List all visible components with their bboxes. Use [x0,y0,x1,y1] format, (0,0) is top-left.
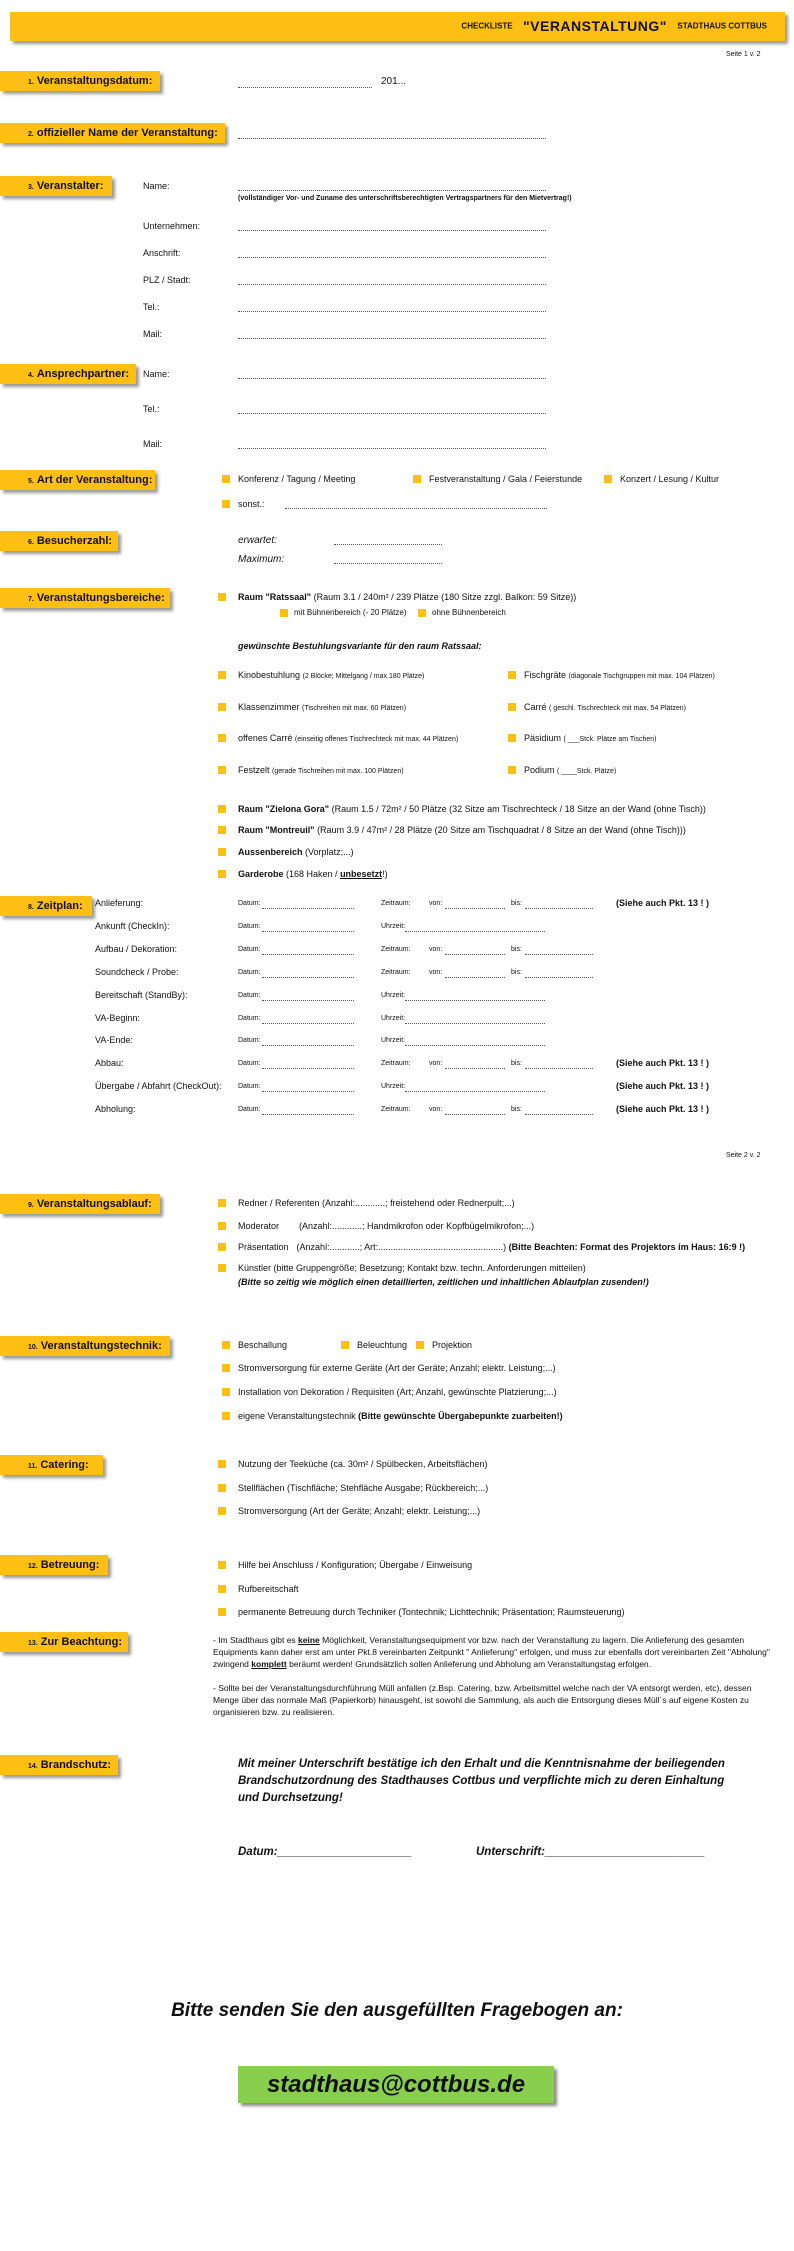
address-field[interactable] [238,256,546,258]
schedule-time-label: Uhrzeit: [381,992,406,999]
power-tech-option: Stromversorgung für externe Geräte (Art der Geräte; Anzahl; elektr. Leistung;...) [238,1363,556,1373]
moderator-option: Moderator (Anzahl:............; Handmikrofon oder Kopfbügelmikrofon;...) [238,1221,535,1231]
schedule-to-label: bis: [511,1060,522,1067]
checkbox-montreuil[interactable] [218,826,226,834]
schedule-period-label: Zeitraum: [381,946,411,953]
schedule-date-field[interactable] [262,999,354,1001]
section-4-label: 4. Ansprechpartner: [0,364,136,384]
checkbox-presentation[interactable] [218,1243,226,1251]
checkbox-stellflaechen[interactable] [218,1484,226,1492]
checkbox-presidium[interactable] [508,734,516,742]
section-7-label: 7. Veranstaltungsbereiche: [0,588,170,608]
section-13-label: 13. Zur Beachtung: [0,1632,128,1652]
schedule-period-label: Zeitraum: [381,900,411,907]
schedule-from-label: von: [429,969,443,976]
contact-tel-label: Tel.: [143,404,160,414]
schedule-row-label: Anlieferung: [95,898,144,908]
zip-city-label: PLZ / Stadt: [143,275,191,285]
schedule-date-label: Datum: [238,923,261,930]
maximum-label: Maximum: [238,554,285,565]
organizer-mail-field[interactable] [238,337,546,339]
expected-field[interactable] [334,543,442,545]
checkbox-conference[interactable] [222,475,230,483]
checkbox-carre[interactable] [508,703,516,711]
ratssaal-option: Raum "Ratssaal" (Raum 3.1 / 240m² / 239 Plätze (180 Sitze zzgl. Balkon: 59 Sitze)) [238,592,577,602]
zip-city-field[interactable] [238,283,546,285]
seating-presidium: Päsidium ( ___Stck. Plätze am Tischen) [524,733,657,743]
checkbox-on-call[interactable] [218,1585,226,1593]
organizer-tel-label: Tel.: [143,302,160,312]
seating-cinema: Kinobestuhlung (2 Blöcke; Mittelgang / max.180 Plätze) [238,670,425,680]
schedule-time-field[interactable] [405,1044,545,1046]
schedule-date-label: Datum: [238,1037,261,1044]
schedule-from-field[interactable] [445,1067,505,1069]
schedule-to-field[interactable] [525,953,593,955]
checkbox-catering-power[interactable] [218,1507,226,1515]
schedule-to-label: bis: [511,900,522,907]
schedule-time-field[interactable] [405,930,545,932]
schedule-to-field[interactable] [525,976,593,978]
stellflaechen-option: Stellflächen (Tischfläche; Stehfläche Ausgabe; Rückbereich;...) [238,1483,489,1493]
send-instruction: Bitte senden Sie den ausgefüllten Fragebogen an: [171,2000,623,2021]
catering-power-option: Stromversorgung (Art der Geräte; Anzahl; elektr. Leistung;...) [238,1506,481,1516]
email-link[interactable]: stadthaus@cottbus.de [238,2066,554,2103]
company-field[interactable] [238,229,546,231]
header-title: "VERANSTALTUNG" [523,17,667,34]
section-3-label: 3. Veranstalter: [0,176,112,196]
seating-festzelt: Festzelt (gerade Tischreihen mit max. 100 Plätzen) [238,765,404,775]
event-name-field[interactable] [238,137,546,139]
schedule-date-label: Datum: [238,969,261,976]
option-other: sonst.: [238,499,265,509]
room-montreuil: Raum "Montreuil" (Raum 3.9 / 47m² / 28 Plätze (20 Sitze am Tischquadrat / 8 Sitze an der Wand (ohne Tisch))) [238,825,686,835]
room-outdoor: Aussenbereich (Vorplatz;...) [238,847,354,857]
checkbox-other[interactable] [222,500,230,508]
schedule-date-field[interactable] [262,1113,354,1115]
checkbox-lighting[interactable] [341,1341,349,1349]
contact-name-label: Name: [143,369,170,379]
checkbox-own-tech[interactable] [222,1412,230,1420]
section-10-label: 10. Veranstaltungstechnik: [0,1336,170,1356]
checkbox-with-stage[interactable] [280,609,288,617]
notice-waste: - Sollte bei der Veranstaltungsdurchführung Müll anfallen (z.Bsp. Catering, bzw. Arbeitsmittel welche nach der VA entsorgt werden, etc), dessen Menge über das normale Maß (Papierkorb) hinausgeht, ist sowohl die Sammlung, als auch die Entsorgung dieses Müll´s auf eigene Kosten zu organisieren bzw. zu realisieren. [213,1683,752,1717]
schedule-see-note: (Siehe auch Pkt. 13 ! ) [616,1104,710,1114]
seating-title: gewünschte Bestuhlungsvariante für den raum Ratssaal: [238,641,482,651]
page-title [461,17,767,35]
room-cloakroom: Garderobe (168 Haken / unbesetzt!) [238,869,388,879]
checkbox-kitchen[interactable] [218,1460,226,1468]
schedule-row-label: Bereitschaft (StandBy): [95,990,188,1000]
checkbox-help[interactable] [218,1561,226,1569]
schedule-row-label: Aufbau / Dekoration: [95,944,178,954]
schedule-from-field[interactable] [445,976,505,978]
section-14-label: 14. Brandschutz: [0,1755,118,1775]
section-12-label: 12. Betreuung: [0,1555,108,1575]
schedule-row-label: Ankunft (CheckIn): [95,921,170,931]
section-8-label: 8. Zeitplan: [0,896,92,916]
checkbox-concert[interactable] [604,475,612,483]
section-11-label: 11. Catering: [0,1455,103,1475]
schedule-date-field[interactable] [262,976,354,978]
schedule-row-label: Soundcheck / Probe: [95,967,179,977]
other-type-field[interactable] [285,507,547,509]
seating-herringbone: Fischgräte (diagonale Tischgruppen mit max. 104 Plätzen) [524,670,715,680]
schedule-date-field[interactable] [262,1067,354,1069]
schedule-date-label: Datum: [238,900,261,907]
schedule-date-label: Datum: [238,1015,261,1022]
seating-carre: Carré ( geschl. Tischrechteck mit max. 54 Plätzen) [524,702,686,712]
schedule-time-label: Uhrzeit: [381,1015,406,1022]
schedule-see-note: (Siehe auch Pkt. 13 ! ) [616,1058,710,1068]
room-zielona-gora: Raum "Zielona Gora" (Raum 1.5 / 72m² / 50 Plätze (32 Sitze am Tischrechteck / 18 Sitze an der Wand (ohne Tisch)) [238,804,706,814]
schedule-row-label: Übergabe / Abfahrt (CheckOut): [95,1081,222,1091]
schedule-from-label: von: [429,946,443,953]
checkbox-speakers[interactable] [218,1199,226,1207]
page-number-2: Seite 2 v. 2 [726,1152,761,1159]
address-label: Anschrift: [143,248,181,258]
schedule-from-label: von: [429,900,443,907]
expected-label: erwartet: [238,535,277,546]
schedule-time-label: Uhrzeit: [381,1037,406,1044]
page-number-1: Seite 1 v. 2 [726,51,761,58]
checkbox-artists[interactable] [218,1264,226,1272]
organizer-mail-label: Mail: [143,329,163,339]
section-9-label: 9. Veranstaltungsablauf: [0,1194,160,1214]
option-conference: Konferenz / Tagung / Meeting [238,474,356,484]
checkbox-classroom[interactable] [218,703,226,711]
checkbox-open-carre[interactable] [218,734,226,742]
schedule-period-label: Zeitraum: [381,1060,411,1067]
schedule-date-field[interactable] [262,930,354,932]
seating-podium: Podium ( ____Stck. Plätze) [524,765,617,775]
section-5-label: 5. Art der Veranstaltung: [0,470,155,490]
contact-name-field[interactable] [238,377,546,379]
artists-option: Künstler (bitte Gruppengröße; Besetzung; Kontakt bzw. techn. Anforderungen mitteilen) [238,1263,586,1273]
schedule-from-field[interactable] [445,1113,505,1115]
schedule-date-field[interactable] [262,1090,354,1092]
decoration-option: Installation von Dekoration / Requisiten (Art; Anzahl, gewünschte Platzierung;...) [238,1387,557,1397]
schedule-to-field[interactable] [525,1113,593,1115]
schedule-date-label: Datum: [238,1060,261,1067]
own-tech-option: eigene Veranstaltungstechnik (Bitte gewünschte Übergabepunkte zuarbeiten!) [238,1411,563,1421]
checkbox-projection[interactable] [416,1341,424,1349]
checkbox-cloakroom[interactable] [218,870,226,878]
schedule-period-label: Zeitraum: [381,969,411,976]
help-option: Hilfe bei Anschluss / Konfiguration; Übergabe / Einweisung [238,1560,473,1570]
checkbox-ratssaal[interactable] [218,593,226,601]
schedule-to-label: bis: [511,969,522,976]
contact-tel-field[interactable] [238,412,546,414]
sound-option: Beschallung [238,1340,288,1350]
schedule-date-label: Datum: [238,946,261,953]
schedule-date-field[interactable] [262,907,354,909]
seating-open-carre: offenes Carré (einseitig offenes Tischrechteck mit max. 44 Plätzen) [238,733,459,743]
section-1-label: 1. Veranstaltungsdatum: [0,71,160,91]
signature-date[interactable]: Datum:_____________________ [238,1846,412,1858]
schedule-row-label: VA-Ende: [95,1035,133,1045]
signature-field[interactable]: Unterschrift:_________________________ [476,1846,705,1858]
schedule-date-label: Datum: [238,992,261,999]
speakers-option: Redner / Referenten (Anzahl:............; freistehend oder Rednerpult;...) [238,1198,515,1208]
schedule-row-label: Abholung: [95,1104,136,1114]
checkbox-herringbone[interactable] [508,671,516,679]
checkbox-without-stage[interactable] [418,609,426,617]
year-text: 201... [381,76,407,87]
header-suffix: STADTHAUS COTTBUS [677,21,767,31]
schedule-date-label: Datum: [238,1083,261,1090]
projection-option: Projektion [432,1340,473,1350]
schedule-to-label: bis: [511,946,522,953]
permanent-option: permanente Betreuung durch Techniker (Tontechnik; Lichttechnik; Präsentation; Raumsteuerung) [238,1607,625,1617]
maximum-field[interactable] [334,562,442,564]
organizer-name-note: (vollständiger Vor- und Zuname des unterschriftsberechtigten Vertragspartners für den Mietvertrag!) [238,195,572,202]
kitchen-option: Nutzung der Teeküche (ca. 30m² / Spülbecken, Arbeitsflächen) [238,1459,488,1469]
schedule-period-label: Zeitraum: [381,1106,411,1113]
schedule-date-field[interactable] [262,1044,354,1046]
contact-mail-field[interactable] [238,447,546,449]
date-field[interactable] [238,86,372,88]
schedule-row-label: Abbau: [95,1058,124,1068]
checkbox-moderator[interactable] [218,1222,226,1230]
checkbox-permanent[interactable] [218,1608,226,1616]
section-6-label: 6. Besucherzahl: [0,531,118,551]
schedule-row-label: VA-Beginn: [95,1013,140,1023]
schedule-see-note: (Siehe auch Pkt. 13 ! ) [616,1081,710,1091]
header-prefix: CHECKLISTE [461,21,513,31]
schedule-to-field[interactable] [525,1067,593,1069]
schedule-date-label: Datum: [238,1106,261,1113]
on-call-option: Rufbereitschaft [238,1584,299,1594]
organizer-name-field[interactable] [238,189,546,191]
artists-note: (Bitte so zeitig wie möglich einen detaillierten, zeitlichen und inhaltlichen Ablaufplan zusenden!) [238,1277,649,1287]
checkbox-sound[interactable] [222,1341,230,1349]
checkbox-outdoor[interactable] [218,848,226,856]
presentation-option: Präsentation (Anzahl:............; Art:..................................................) (Bitte Beachten: Format des Projektors im Haus: 16:9 !) [238,1242,746,1252]
schedule-date-field[interactable] [262,953,354,955]
schedule-to-label: bis: [511,1106,522,1113]
schedule-see-note: (Siehe auch Pkt. 13 ! ) [616,898,710,908]
company-label: Unternehmen: [143,221,201,231]
header-bar [10,12,785,41]
schedule-time-field[interactable] [405,999,545,1001]
checkbox-gala[interactable] [413,475,421,483]
organizer-name-label: Name: [143,181,170,191]
checkbox-cinema[interactable] [218,671,226,679]
without-stage-label: ohne Bühnenbereich [432,608,506,617]
schedule-time-label: Uhrzeit: [381,1083,406,1090]
schedule-time-field[interactable] [405,1090,545,1092]
schedule-from-field[interactable] [445,907,505,909]
checkbox-decoration[interactable] [222,1388,230,1396]
schedule-from-label: von: [429,1060,443,1067]
organizer-tel-field[interactable] [238,310,546,312]
checkbox-festzelt[interactable] [218,766,226,774]
seating-classroom: Klassenzimmer (Tischreihen mit max. 60 Plätzen) [238,702,407,712]
contact-mail-label: Mail: [143,439,163,449]
lighting-option: Beleuchtung [357,1340,408,1350]
schedule-time-label: Uhrzeit: [381,923,406,930]
schedule-date-field[interactable] [262,1022,354,1024]
schedule-from-field[interactable] [445,953,505,955]
schedule-to-field[interactable] [525,907,593,909]
section-2-label: 2. offizieller Name der Veranstaltung: [0,123,225,143]
schedule-from-label: von: [429,1106,443,1113]
option-concert: Konzert / Lesung / Kultur [620,474,720,484]
with-stage-label: mit Bühnenbereich (- 20 Plätze) [294,608,407,617]
fire-safety-text: Mit meiner Unterschrift bestätige ich den Erhalt und die Kenntnisnahme der beiliegenden Brandschutzordnung des Stadthauses Cottbus und verpflichte mich zu deren Einhaltung und Durchsetzung! [238,1758,725,1804]
option-gala: Festveranstaltung / Gala / Feierstunde [429,474,583,484]
checkbox-podium[interactable] [508,766,516,774]
schedule-time-field[interactable] [405,1022,545,1024]
checkbox-power-tech[interactable] [222,1364,230,1372]
notice-storage: - Im Stadthaus gibt es keine Möglichkeit, Veranstaltungsequipment vor bzw. nach der Veranstaltung zu lagern. Die Anlieferung des gesamten Equipments kann daher erst am unter Pkt.8 vereinbarten Zeitpunkt " Anlieferung" erfolgen, und muss zur ebenfalls dort vereinbarten Zeit "Abholung" zwingend komplett beräumt werden! Grundsätzlich sollen Anlieferung und Abholung am Veranstaltungstag erfolgen. [213,1635,770,1669]
checkbox-zielona-gora[interactable] [218,805,226,813]
